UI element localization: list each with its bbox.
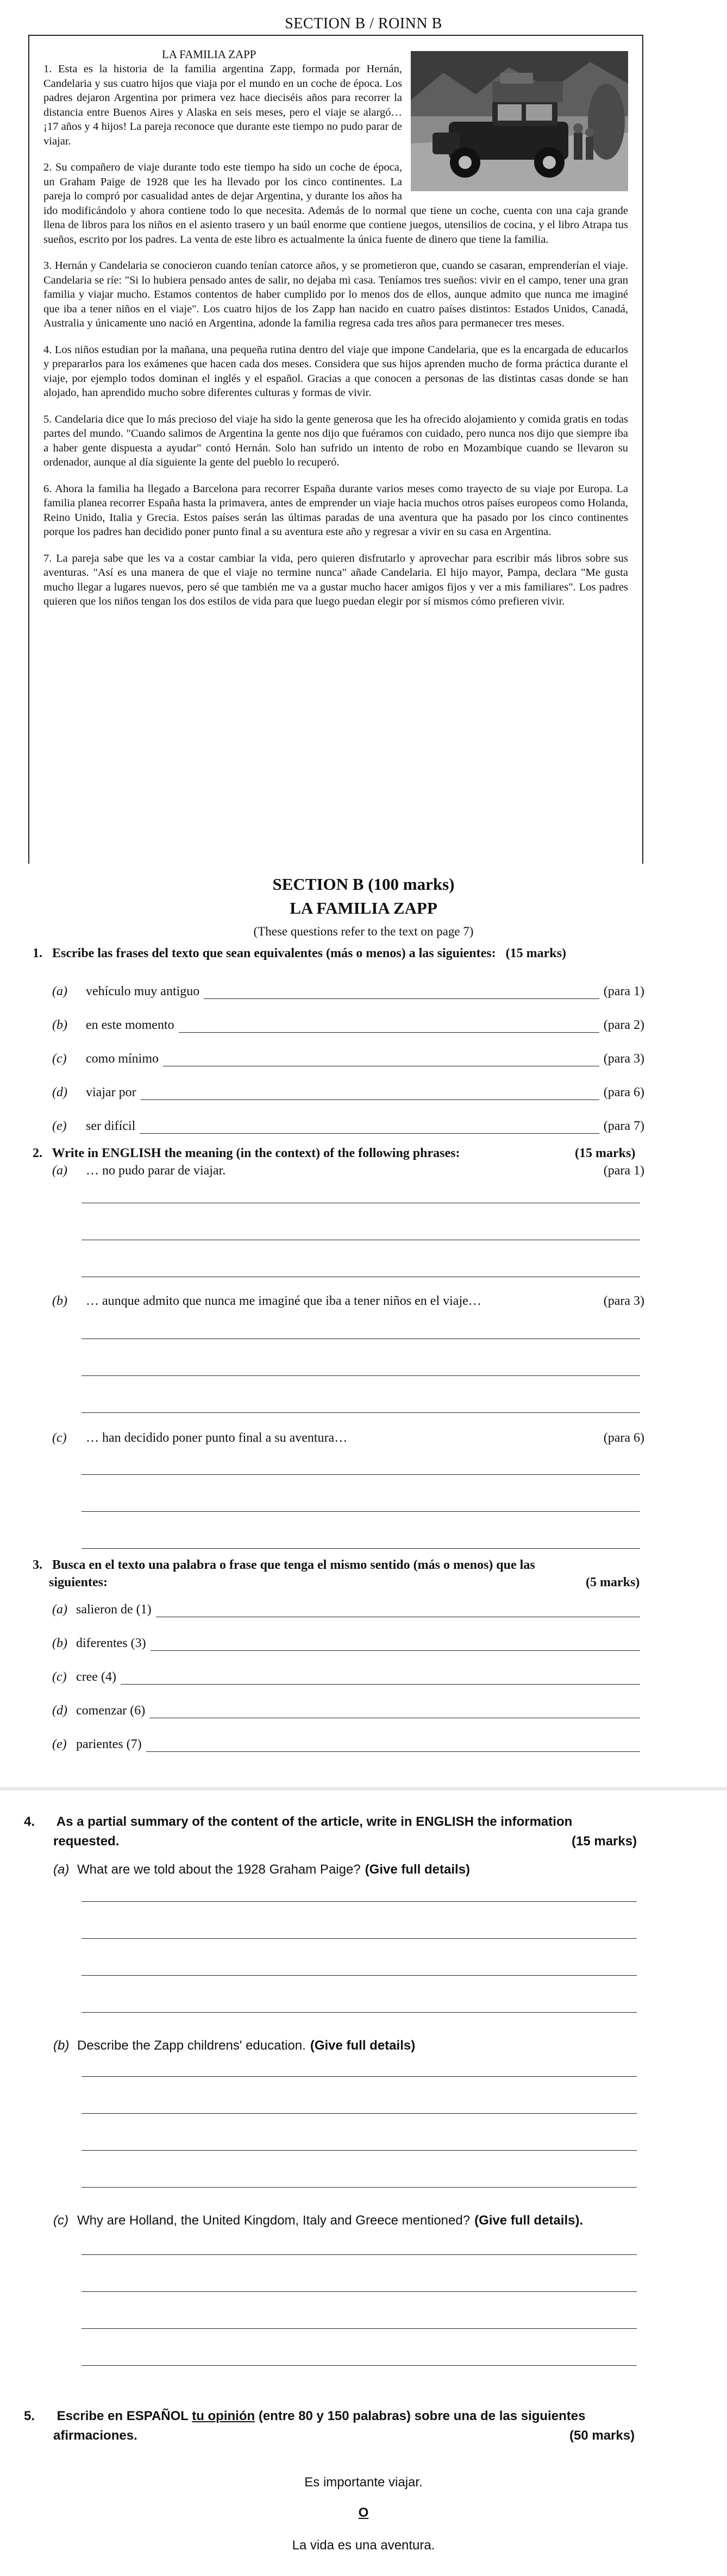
q1-item-a xyxy=(52,984,644,999)
q2-item-b xyxy=(52,1294,644,1309)
q1-item-para: (para 6) xyxy=(603,1085,644,1099)
answer-line[interactable] xyxy=(82,2187,637,2188)
q3-prompt-line1: Busca en el texto una palabra o frase que tenga el mismo sentido (más o menos) que las xyxy=(52,1558,535,1572)
answer-line[interactable] xyxy=(204,987,599,999)
q4-item-emph: (Give full details) xyxy=(310,2038,416,2053)
q4-item-letter: (a) xyxy=(53,1862,70,1877)
q3-item-text: comenzar (6) xyxy=(76,1704,146,1718)
q1-item-text: en este momento xyxy=(86,1018,174,1032)
article-paragraph-1: 1. Esta es la historia de la familia argentina Zapp, formada por Hernán, Candelaria y sus cuatro hijos que viaja por el mundo en un coche de época. Los padres dejaron Argentina por primera vez hace dieciséis años para recorrer la distancia entre Buenos Aires y Alaska en seis meses, pero el viaje se alargó… ¡17 años y 4 hijos! La pareja reconoce que durante este tiempo no pudo parar de viajar. xyxy=(43,63,402,147)
q4-item-b xyxy=(53,2038,640,2053)
answer-line[interactable] xyxy=(82,1375,640,1376)
article-paragraph-2: 2. Su compañero de viaje durante todo este tiempo ha sido un coche de época, un Graham Paige de 1928 que les ha llevado por los cinco continentes. La pareja lo compró por casualidad antes de dejar Argentina, y durante los años ha ido modificándolo y ahora contiene todo lo que necesita. Además de lo normal que tiene un coche, cuenta con una caja grande llena de libros para los niños en el asiento trasero y un baúl enorme que contiene juegos, utensilios de cocina, y el libro Atrapa tus sueños, escrito por los padres. La venta de este libro es actualmente la única fuente de dinero que tiene la familia. xyxy=(43,161,628,246)
q2-item-text: … no pudo parar de viajar. xyxy=(86,1164,226,1178)
answer-line[interactable] xyxy=(179,1020,599,1033)
q2-marks: (15 marks) xyxy=(575,1146,636,1160)
q5-prompt-line2: afirmaciones. xyxy=(53,2428,137,2443)
q5-prompt-underlined: tu opinión xyxy=(192,2409,255,2423)
q3-item-a xyxy=(52,1603,644,1617)
q3-item-letter: (b) xyxy=(52,1636,67,1650)
article-paragraph-5: 5. Candelaria dice que lo más precioso del viaje ha sido la gente generosa que les ha ofrecido alojamiento y comida gratis en todas partes del mundo. "Cuando salimos de Argentina la gente nos dijo que fuéramos con cuidado, pero nunca nos dijo que siempre iba a haber gente dispuesta a ayudar" contó Hernán. Solo han sufrido un intento de robo en Mozambique cuando se llevaron su ordenador, aunque al día siguiente la gente del pueblo lo recuperó. xyxy=(43,413,628,468)
reading-text-box xyxy=(28,35,643,871)
q5-heading xyxy=(24,2409,585,2424)
article-paragraph-3: 3. Hernán y Candelaria se conocieron cuando tenían catorce años, y se prometieron que, cuando se casaran, emprenderían el viaje. Candelaria se ríe: "Si lo hubiera pensado antes de salir, no dejaba mi casa. Teníamos tres sueños: vivir en el campo, tener una gran familia y viajar mucho. Estamos contentos de haber cumplido por lo menos dos de ellos, aunque admito que nunca me imaginé que iba a tener niños en el viaje". Los cuatro hijos de los Zapp han nacido en cuatro países distintos: Estados Unidos, Canadá, Australia y únicamente uno nació en Argentina, adonde la familia regresa cada tres años para permanecer tres meses. xyxy=(43,260,628,329)
answer-line[interactable] xyxy=(82,2365,637,2366)
q4-heading xyxy=(24,1814,572,1830)
q1-item-para: (para 3) xyxy=(603,1052,644,1066)
q1-item-letter: (e) xyxy=(52,1119,67,1133)
q4-item-text: Why are Holland, the United Kingdom, Italy and Greece mentioned? xyxy=(77,2213,471,2228)
vintage-car-photo xyxy=(411,51,628,191)
q1-item-para: (para 7) xyxy=(603,1119,644,1133)
q3-item-c xyxy=(52,1670,644,1685)
q2-number: 2. xyxy=(33,1146,42,1160)
q4-item-letter: (c) xyxy=(53,2213,68,2228)
q1-item-para: (para 1) xyxy=(603,984,644,998)
q4-item-a xyxy=(53,1862,640,1877)
q2-item-text: … aunque admito que nunca me imaginé que iba a tener niños en el viaje… xyxy=(86,1294,481,1308)
q2-item-a xyxy=(52,1164,644,1178)
answer-line[interactable] xyxy=(82,2150,637,2151)
article-paragraph-4: 4. Los niños estudian por la mañana, una pequeña rutina dentro del viaje que impone Candelaria, que es la encargada de educarlos y prepararlos para los exámenes que hacen cada dos meses. Considera que sus hijos aprenden mucho de forma práctica durante el viaje, por ejemplo todos dominan el inglés y el español. Gracias a que conocen a personas de las distintas casas donde se han alojado, han aprendido mucho sobre diferentes culturas y formas de vivir. xyxy=(43,343,628,399)
q5-marks: (50 marks) xyxy=(569,2428,635,2443)
answer-line[interactable] xyxy=(156,1605,640,1617)
q5-prompt-b: (entre 80 y 150 palabras) sobre una de las siguientes xyxy=(255,2409,586,2423)
q4-item-c xyxy=(53,2213,640,2228)
answer-line[interactable] xyxy=(82,2291,637,2292)
q4-marks: (15 marks) xyxy=(572,1834,637,1849)
q2-heading xyxy=(33,1146,460,1161)
q3-marks: (5 marks) xyxy=(586,1575,640,1589)
questions-article-title: LA FAMILIA ZAPP xyxy=(290,899,437,918)
q1-marks: (15 marks) xyxy=(505,946,566,960)
answer-line[interactable] xyxy=(82,1474,640,1475)
answer-line[interactable] xyxy=(151,1638,640,1651)
q2-item-para: (para 1) xyxy=(603,1164,644,1178)
answer-line[interactable] xyxy=(82,1412,640,1413)
answer-line[interactable] xyxy=(82,2012,637,2013)
q2-prompt: Write in ENGLISH the meaning (in the context) of the following phrases: xyxy=(52,1146,460,1160)
q1-heading xyxy=(33,946,566,961)
q1-prompt: Escribe las frases del texto que sean equivalentes (más o menos) a las siguientes: xyxy=(52,946,496,960)
q3-item-e xyxy=(52,1737,644,1752)
q1-number: 1. xyxy=(33,946,42,960)
q1-item-text: como mínimo xyxy=(86,1052,159,1066)
q5-prompt-a: Escribe en ESPAÑOL xyxy=(57,2409,192,2423)
section-header: SECTION B / ROINN B xyxy=(285,15,442,32)
answer-line[interactable] xyxy=(82,2328,637,2329)
q2-item-para: (para 3) xyxy=(603,1294,644,1308)
q5-or: O xyxy=(358,2505,369,2520)
answer-line[interactable] xyxy=(82,1548,640,1549)
q1-item-text: vehículo muy antiguo xyxy=(86,984,200,998)
answer-line[interactable] xyxy=(82,1938,637,1939)
q1-item-d xyxy=(52,1085,644,1100)
q4-item-text: Describe the Zapp childrens' education. xyxy=(77,2038,306,2053)
q4-number: 4. xyxy=(24,1814,35,1829)
q5-option-2: La vida es una aventura. xyxy=(292,2538,435,2553)
article-paragraph-6: 6. Ahora la familia ha llegado a Barcelona para recorrer España durante varios meses como trayecto de su viaje por Europa. La familia planea recorrer España hasta la primavera, antes de emprender un viaje hacia muchos otros países europeos como Holanda, Reino Unido, Italia y Grecia. Estos países serán las últimas paradas de una aventura que ha pasado por los cinco continentes porque los padres han decidido poner punto final a su aventura este año y regresar a vivir en su casa en Argentina. xyxy=(43,482,628,538)
answer-line[interactable] xyxy=(82,2113,637,2114)
answer-line[interactable] xyxy=(149,1706,640,1718)
answer-line[interactable] xyxy=(82,2076,637,2077)
article-title: LA FAMILIA ZAPP xyxy=(162,48,256,61)
q3-item-text: parientes (7) xyxy=(76,1737,142,1751)
q3-item-text: diferentes (3) xyxy=(76,1636,146,1650)
questions-page xyxy=(0,864,727,1787)
q5-option-1: Es importante viajar. xyxy=(304,2475,423,2490)
q3-item-d xyxy=(52,1704,644,1718)
answer-line[interactable] xyxy=(82,1975,637,1976)
q3-item-text: cree (4) xyxy=(76,1670,116,1684)
q4-prompt-line2: requested. xyxy=(53,1834,120,1849)
q4-prompt-line1: As a partial summary of the content of the article, write in ENGLISH the information xyxy=(56,1814,573,1829)
q2-item-letter: (a) xyxy=(52,1164,67,1178)
q1-item-letter: (d) xyxy=(52,1085,67,1099)
answer-line[interactable] xyxy=(82,1511,640,1512)
article-paragraph-7: 7. La pareja sabe que les va a costar cambiar la vida, pero quieren disfrutarlo y aprovechar para escribir más libros sobre sus aventuras. "Así es una manera de que el viaje no termine nunca" añade Candelaria. El hijo mayor, Pampa, declara "Me gusta mucho llegar a lugares nuevos, pero sé que también me va a gustar mucho hacer amigos fijos y ver a mis familiares". Los padres quieren que los niños tengan los dos estilos de vida para que luego puedan elegir por sí mismos cómo prefieren vivir. xyxy=(43,552,628,607)
q2-item-c xyxy=(52,1431,644,1446)
q4-item-emph: (Give full details) xyxy=(365,1862,471,1877)
q3-item-letter: (d) xyxy=(52,1704,67,1718)
q3-heading xyxy=(33,1558,535,1573)
q3-item-letter: (a) xyxy=(52,1603,67,1617)
q3-prompt-line2: siguientes: xyxy=(49,1575,108,1589)
q3-item-text: salieron de (1) xyxy=(76,1603,152,1617)
page-divider xyxy=(0,1787,727,1790)
q1-item-text: viajar por xyxy=(86,1085,136,1099)
q1-item-letter: (a) xyxy=(52,984,67,998)
answer-line[interactable] xyxy=(82,2254,637,2255)
q1-item-e xyxy=(52,1119,644,1134)
questions-subtitle: (These questions refer to the text on page 7) xyxy=(253,925,474,938)
q3-number: 3. xyxy=(33,1558,42,1572)
q3-item-b xyxy=(52,1636,644,1651)
q5-number: 5. xyxy=(24,2409,35,2423)
q2-item-para: (para 6) xyxy=(603,1431,644,1445)
q1-item-para: (para 2) xyxy=(603,1018,644,1032)
q2-item-letter: (c) xyxy=(52,1431,67,1445)
answer-line[interactable] xyxy=(82,1901,637,1902)
q4-item-text: What are we told about the 1928 Graham Paige? xyxy=(77,1862,361,1877)
q3-item-letter: (e) xyxy=(52,1737,67,1751)
answer-line[interactable] xyxy=(141,1088,599,1100)
answer-line[interactable] xyxy=(163,1054,599,1066)
q3-item-letter: (c) xyxy=(52,1670,67,1684)
q4-item-letter: (b) xyxy=(53,2038,70,2053)
q1-item-letter: (b) xyxy=(52,1018,67,1032)
q2-item-text: … han decidido poner punto final a su aventura… xyxy=(86,1431,348,1445)
answer-line[interactable] xyxy=(121,1672,640,1685)
q1-item-b xyxy=(52,1018,644,1033)
answer-line[interactable] xyxy=(146,1739,640,1752)
questions-section-title: SECTION B (100 marks) xyxy=(272,875,455,894)
q1-item-c xyxy=(52,1052,644,1066)
answer-line[interactable] xyxy=(140,1121,599,1134)
q2-item-letter: (b) xyxy=(52,1294,67,1308)
q1-item-letter: (c) xyxy=(52,1052,67,1066)
q1-item-text: ser difícil xyxy=(86,1119,136,1133)
q4-item-emph: (Give full details). xyxy=(474,2213,584,2228)
